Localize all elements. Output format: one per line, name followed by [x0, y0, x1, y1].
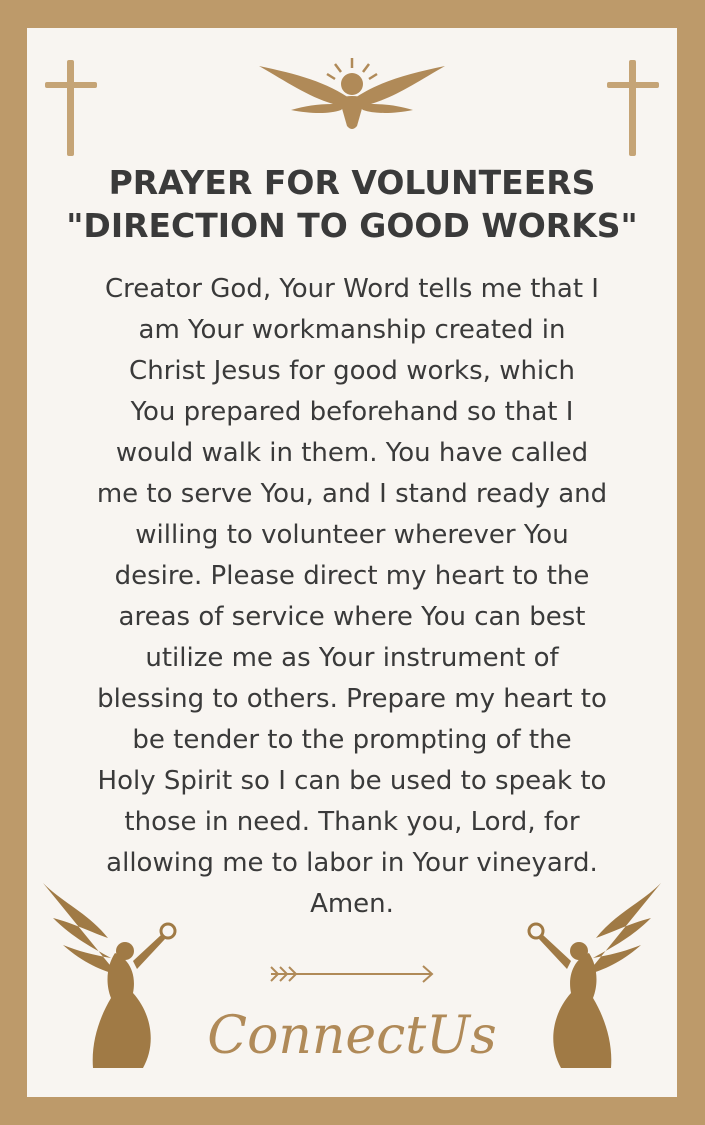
prayer-line: allowing me to labor in Your vineyard.	[106, 848, 598, 878]
title-line-1: PRAYER FOR VOLUNTEERS	[108, 163, 596, 202]
prayer-line: desire. Please direct my heart to the	[114, 561, 590, 591]
winged-sun-icon	[257, 44, 447, 132]
prayer-line: Christ Jesus for good works, which	[129, 356, 575, 386]
prayer-line: am Your workmanship created in	[138, 315, 566, 345]
prayer-line: You prepared beforehand so that I	[130, 397, 574, 427]
angel-icon	[521, 883, 671, 1068]
prayer-line: areas of service where You can best	[118, 602, 586, 632]
prayer-text	[49, 269, 655, 925]
prayer-line: Creator God, Your Word tells me that I	[105, 274, 599, 304]
cross-icon	[607, 60, 659, 156]
arrow-icon	[267, 961, 437, 987]
prayer-card	[27, 28, 677, 1097]
title-line-2: "DIRECTION TO GOOD WORKS"	[66, 206, 638, 245]
prayer-line: me to serve You, and I stand ready and	[96, 479, 608, 509]
prayer-line: would walk in them. You have called	[115, 438, 589, 468]
prayer-line: Amen.	[310, 889, 394, 919]
prayer-line: Holy Spirit so I can be used to speak to	[97, 766, 607, 796]
prayer-line: willing to volunteer wherever You	[135, 520, 569, 550]
prayer-line: blessing to others. Prepare my heart to	[97, 684, 607, 714]
prayer-line: be tender to the prompting of the	[132, 725, 572, 755]
prayer-line: those in need. Thank you, Lord, for	[124, 807, 580, 837]
cross-icon	[45, 60, 97, 156]
brand-logo: ConnectUs	[207, 1006, 497, 1066]
prayer-line: utilize me as Your instrument of	[145, 643, 559, 673]
